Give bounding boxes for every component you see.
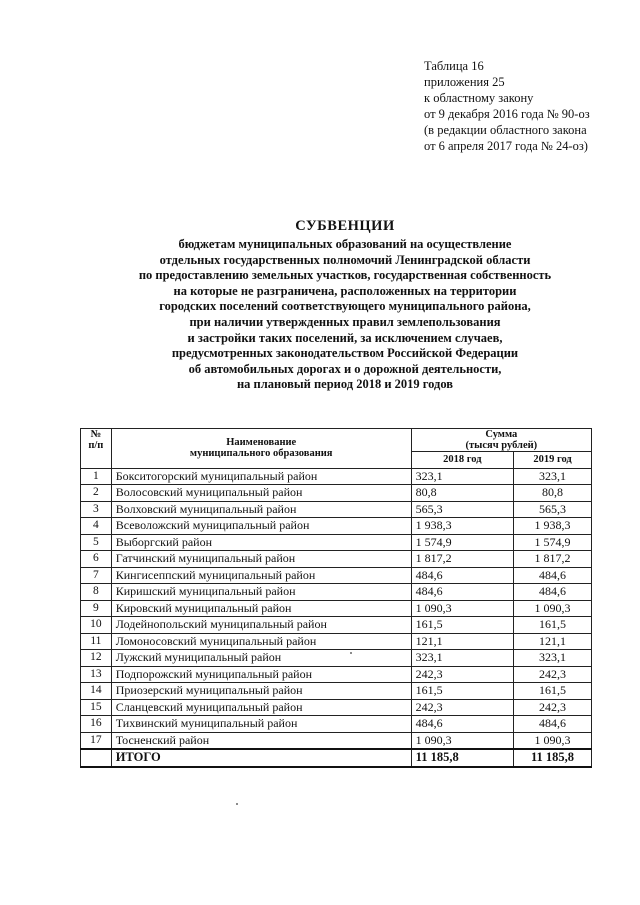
note-line: приложения 25 (424, 75, 505, 89)
title-line: на плановый период 2018 и 2019 годов (236, 377, 454, 392)
row-number: 2 (81, 485, 112, 502)
row-value-2019: 484,6 (514, 584, 592, 601)
row-value-2019: 484,6 (514, 567, 592, 584)
row-value-2018: 323,1 (411, 650, 513, 667)
table-row (81, 468, 592, 485)
row-value-2019: 121,1 (514, 633, 592, 650)
header-number (81, 429, 112, 469)
subsidy-table (80, 428, 592, 768)
row-municipality-name: Подпорожский муниципальный район (111, 666, 411, 683)
row-municipality-name: Лодейнопольский муниципальный район (111, 617, 411, 634)
row-value-2019: 1 938,3 (514, 518, 592, 535)
row-value-2018: 161,5 (411, 617, 513, 634)
table-row (81, 567, 592, 584)
row-value-2019: 161,5 (514, 617, 592, 634)
row-municipality-name: Тосненский район (111, 732, 411, 749)
note-line: (в редакции областного закона (424, 123, 587, 137)
row-municipality-name: Ломоносовский муниципальный район (111, 633, 411, 650)
row-value-2018: 1 090,3 (411, 732, 513, 749)
row-value-2018: 1 817,2 (411, 551, 513, 568)
row-value-2018: 161,5 (411, 683, 513, 700)
row-value-2019: 1 574,9 (514, 534, 592, 551)
row-value-2019: 242,3 (514, 699, 592, 716)
note-line: от 9 декабря 2016 года № 90-оз (424, 107, 590, 121)
header-name-line1: Наименование (226, 437, 297, 449)
row-value-2019: 1 090,3 (514, 600, 592, 617)
table-row (81, 633, 592, 650)
table-row (81, 732, 592, 749)
row-number: 1 (81, 468, 112, 485)
header-number-symbol: № (90, 429, 102, 440)
table-header-row (81, 429, 592, 452)
row-number: 17 (81, 732, 112, 749)
header-sum (411, 429, 591, 452)
row-value-2018: 1 574,9 (411, 534, 513, 551)
row-municipality-name: Приозерский муниципальный район (111, 683, 411, 700)
row-value-2019: 323,1 (514, 468, 592, 485)
row-number: 7 (81, 567, 112, 584)
row-value-2018: 484,6 (411, 567, 513, 584)
title-line: при наличии утвержденных правил землепользования (189, 314, 501, 329)
title-line: на которые не разграничена, расположенных на территории (173, 283, 517, 298)
row-value-2019: 242,3 (514, 666, 592, 683)
row-municipality-name: Всеволожский муниципальный район (111, 518, 411, 535)
row-number: 4 (81, 518, 112, 535)
row-value-2019: 323,1 (514, 650, 592, 667)
row-number: 14 (81, 683, 112, 700)
header-sum-line1: Сумма (485, 429, 518, 440)
row-value-2018: 1 938,3 (411, 518, 513, 535)
row-value-2018: 80,8 (411, 485, 513, 502)
row-value-2019: 484,6 (514, 716, 592, 733)
table-row (81, 501, 592, 518)
total-label: ИТОГО (111, 749, 411, 767)
title-line: отдельных государственных полномочий Ленинградской области (159, 252, 531, 267)
total-2019: 11 185,8 (514, 749, 592, 767)
row-value-2018: 565,3 (411, 501, 513, 518)
row-municipality-name: Гатчинский муниципальный район (111, 551, 411, 568)
row-municipality-name: Киришский муниципальный район (111, 584, 411, 601)
note-line: Таблица 16 (424, 59, 484, 73)
table-body (81, 468, 592, 749)
row-municipality-name: Волховский муниципальный район (111, 501, 411, 518)
header-number-abbr: п/п (88, 440, 104, 451)
title-line: бюджетам муниципальных образований на осуществление (178, 237, 512, 251)
row-value-2019: 1 090,3 (514, 732, 592, 749)
row-municipality-name: Бокситогорский муниципальный район (111, 468, 411, 485)
row-municipality-name: Выборгский район (111, 534, 411, 551)
row-municipality-name: Кировский муниципальный район (111, 600, 411, 617)
row-number: 6 (81, 551, 112, 568)
row-number: 16 (81, 716, 112, 733)
total-2018: 11 185,8 (411, 749, 513, 767)
title-line: об автомобильных дорогах и о дорожной деятельности, (188, 361, 502, 376)
table-row (81, 518, 592, 535)
row-number: 5 (81, 534, 112, 551)
total-number-cell (81, 749, 112, 767)
header-year-2019: 2019 год (514, 452, 592, 469)
table-row (81, 666, 592, 683)
table-row (81, 699, 592, 716)
table-row (81, 617, 592, 634)
row-value-2019: 161,5 (514, 683, 592, 700)
row-value-2018: 1 090,3 (411, 600, 513, 617)
title-line: и застройки таких поселений, за исключением случаев, (187, 330, 503, 345)
row-number: 10 (81, 617, 112, 634)
row-value-2019: 1 817,2 (514, 551, 592, 568)
scan-speck (236, 803, 238, 805)
table-row (81, 683, 592, 700)
row-value-2018: 484,6 (411, 716, 513, 733)
scan-speck (350, 652, 352, 654)
row-value-2019: 565,3 (514, 501, 592, 518)
title-line: предусмотренных законодательством Российской Федерации (171, 346, 519, 361)
row-municipality-name: Тихвинский муниципальный район (111, 716, 411, 733)
row-number: 15 (81, 699, 112, 716)
row-municipality-name: Кингисеппский муниципальный район (111, 567, 411, 584)
note-line: к областному закону (424, 91, 534, 105)
appendix-note (424, 58, 624, 154)
title-line: городских поселений соответствующего муниципального района, (159, 299, 531, 314)
row-value-2018: 121,1 (411, 633, 513, 650)
note-line: от 6 апреля 2017 года № 24-оз) (424, 139, 588, 153)
table-row (81, 716, 592, 733)
document-title (60, 216, 630, 393)
row-value-2018: 242,3 (411, 699, 513, 716)
header-name (111, 429, 411, 469)
table-row (81, 650, 592, 667)
table-row (81, 600, 592, 617)
row-municipality-name: Сланцевский муниципальный район (111, 699, 411, 716)
table-row (81, 551, 592, 568)
table-row (81, 485, 592, 502)
total-row (81, 749, 592, 767)
row-value-2018: 484,6 (411, 584, 513, 601)
header-year-2018: 2018 год (411, 452, 513, 469)
row-value-2018: 323,1 (411, 468, 513, 485)
header-sum-line2: (тысяч рублей) (465, 440, 538, 451)
row-number: 12 (81, 650, 112, 667)
row-municipality-name: Волосовский муниципальный район (111, 485, 411, 502)
title-line: по предоставлению земельных участков, государственная собственность (138, 268, 552, 283)
row-municipality-name: Лужский муниципальный район (111, 650, 411, 667)
row-number: 9 (81, 600, 112, 617)
row-number: 3 (81, 501, 112, 518)
header-name-line2: муниципального образования (189, 448, 333, 460)
row-value-2019: 80,8 (514, 485, 592, 502)
row-value-2018: 242,3 (411, 666, 513, 683)
row-number: 8 (81, 584, 112, 601)
title-subtitle (60, 237, 630, 393)
row-number: 13 (81, 666, 112, 683)
table-row (81, 584, 592, 601)
row-number: 11 (81, 633, 112, 650)
table-row (81, 534, 592, 551)
title-main: СУБВЕНЦИИ (295, 218, 395, 234)
